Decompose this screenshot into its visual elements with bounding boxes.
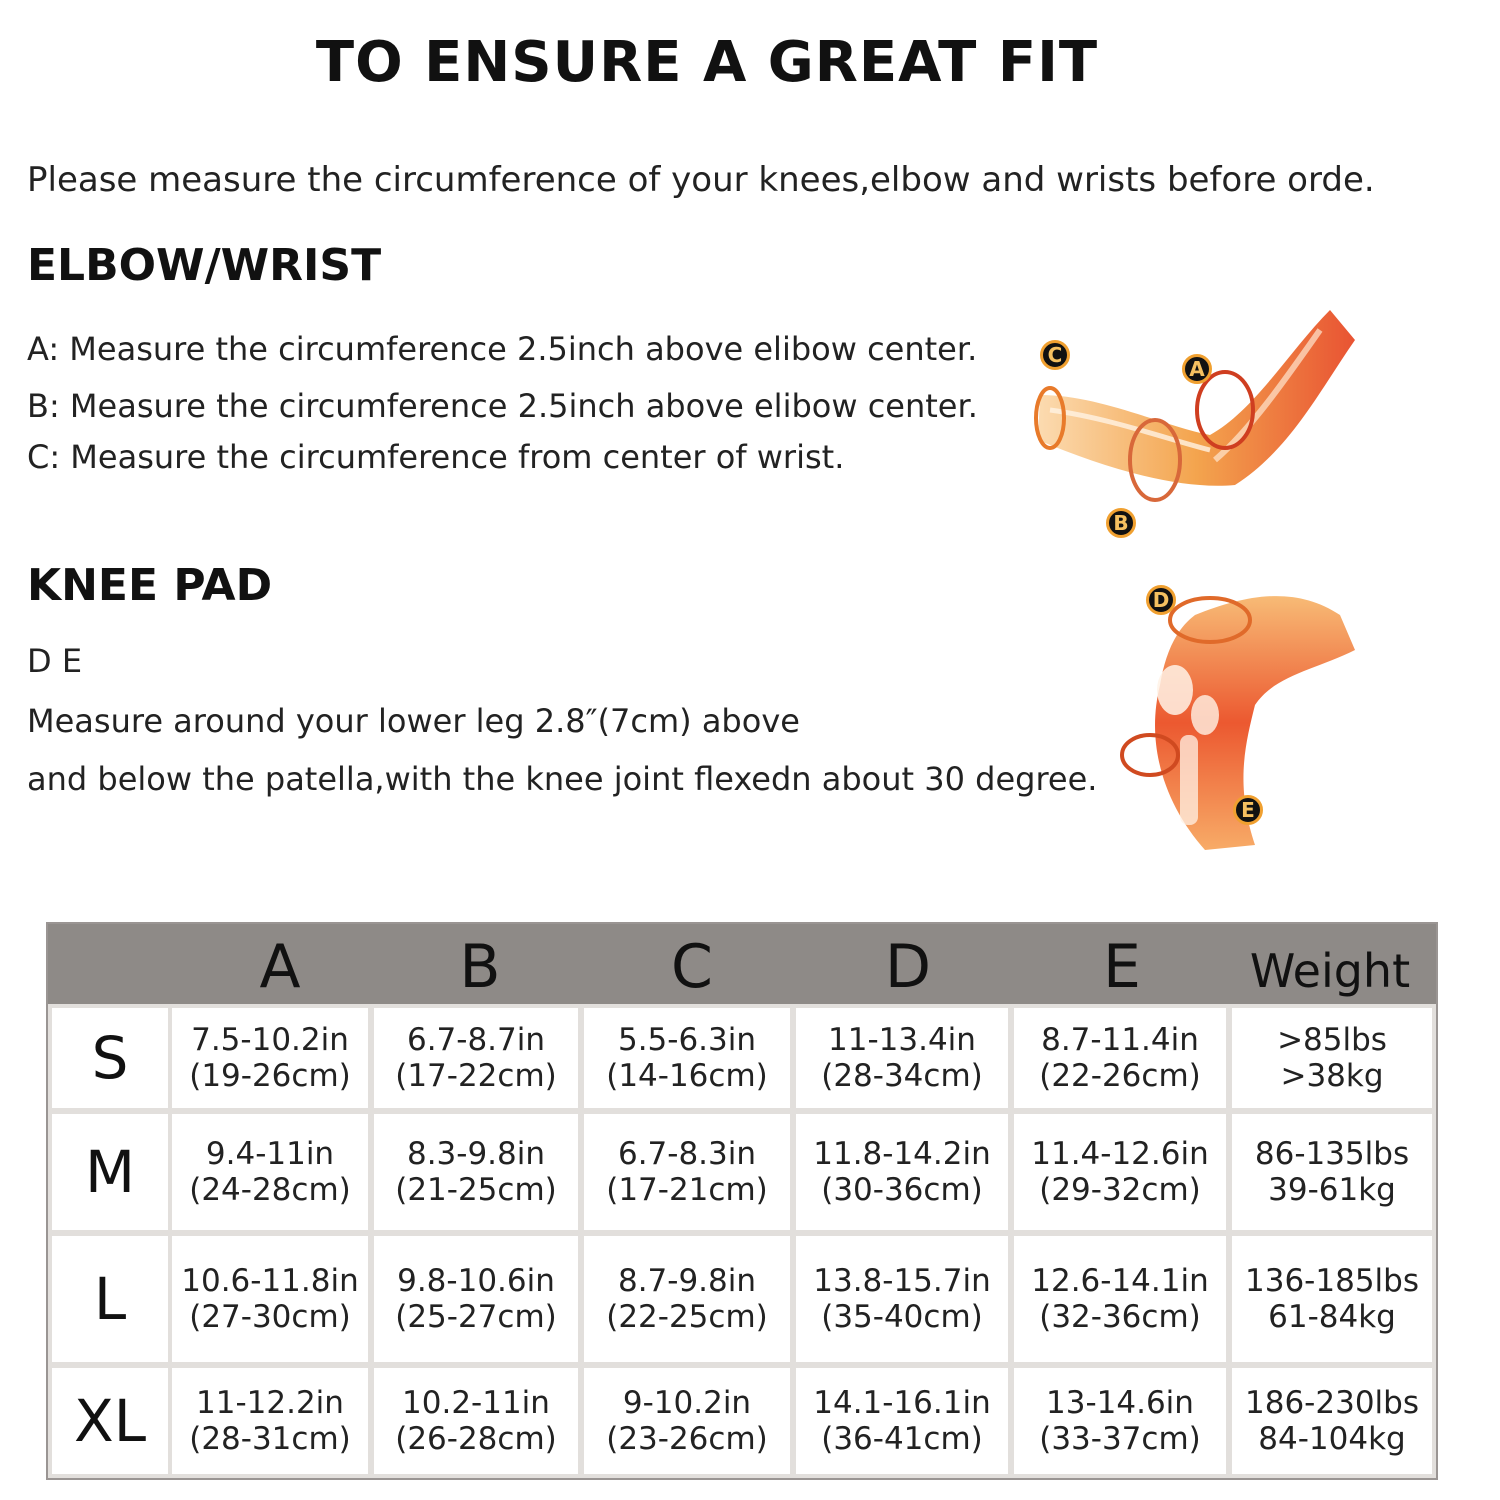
- cell-secondary-value: (27-30cm): [189, 1299, 351, 1335]
- elbow-line-a: A: Measure the circumference 2.5inch above elibow center.: [27, 330, 978, 368]
- cell-secondary-value: 61-84kg: [1268, 1299, 1396, 1335]
- column-header-weight: Weight: [1249, 944, 1411, 998]
- column-header-d: D: [884, 932, 932, 1002]
- table-cell: [374, 1008, 578, 1108]
- size-label-m: M: [52, 1114, 168, 1230]
- cell-secondary-value: (28-31cm): [189, 1421, 351, 1457]
- column-header-e: E: [1103, 932, 1141, 1002]
- cell-primary-value: >85lbs: [1277, 1022, 1387, 1058]
- table-cell: [374, 1368, 578, 1474]
- cell-secondary-value: (30-36cm): [821, 1172, 983, 1208]
- cell-secondary-value: (23-26cm): [606, 1421, 768, 1457]
- cell-primary-value: 8.7-9.8in: [617, 1263, 757, 1299]
- cell-primary-value: 186-230lbs: [1245, 1385, 1419, 1421]
- size-chart-table: [46, 922, 1438, 1480]
- table-cell: [172, 1008, 368, 1108]
- cell-secondary-value: (17-22cm): [395, 1058, 557, 1094]
- column-header-c: C: [671, 932, 713, 1002]
- cell-secondary-value: 84-104kg: [1258, 1421, 1406, 1457]
- table-cell: [1014, 1114, 1226, 1230]
- cell-primary-value: 6.7-8.3in: [617, 1136, 757, 1172]
- cell-secondary-value: (19-26cm): [189, 1058, 351, 1094]
- cell-primary-value: 9-10.2in: [622, 1385, 752, 1421]
- table-cell: [584, 1114, 790, 1230]
- table-cell: [374, 1114, 578, 1230]
- cell-secondary-value: (35-40cm): [821, 1299, 983, 1335]
- cell-secondary-value: (22-26cm): [1039, 1058, 1201, 1094]
- table-cell: [374, 1236, 578, 1362]
- cell-secondary-value: (32-36cm): [1039, 1299, 1201, 1335]
- cell-secondary-value: (33-37cm): [1039, 1421, 1201, 1457]
- table-cell: [1232, 1008, 1432, 1108]
- knee-line-2: and below the patella,with the knee joint flexedn about 30 degree.: [27, 760, 1098, 798]
- badge-a-icon: A: [1182, 354, 1212, 384]
- table-cell: [1014, 1236, 1226, 1362]
- cell-secondary-value: (17-21cm): [606, 1172, 768, 1208]
- column-header-b: B: [459, 932, 501, 1002]
- table-cell: [1232, 1114, 1432, 1230]
- table-cell: [796, 1114, 1008, 1230]
- table-cell: [172, 1114, 368, 1230]
- size-label-l: L: [52, 1236, 168, 1362]
- size-label-xl: XL: [52, 1368, 168, 1474]
- badge-e-icon: E: [1233, 795, 1263, 825]
- page-title: TO ENSURE A GREAT FIT: [315, 30, 1099, 95]
- cell-primary-value: 10.2-11in: [402, 1385, 550, 1421]
- intro-text: Please measure the circumference of your knees,elbow and wrists before orde.: [27, 160, 1375, 200]
- cell-primary-value: 136-185lbs: [1245, 1263, 1419, 1299]
- cell-primary-value: 8.7-11.4in: [1041, 1022, 1199, 1058]
- table-cell: [172, 1236, 368, 1362]
- cell-primary-value: 11.8-14.2in: [813, 1136, 991, 1172]
- elbow-wrist-heading: ELBOW/WRIST: [27, 240, 382, 291]
- table-cell: [584, 1008, 790, 1108]
- badge-d-icon: D: [1146, 585, 1176, 615]
- knee-pad-heading: KNEE PAD: [27, 560, 273, 611]
- table-cell: [584, 1368, 790, 1474]
- cell-primary-value: 12.6-14.1in: [1031, 1263, 1209, 1299]
- table-cell: [796, 1368, 1008, 1474]
- cell-primary-value: 11-13.4in: [828, 1022, 976, 1058]
- table-cell: [1232, 1236, 1432, 1362]
- cell-secondary-value: (21-25cm): [395, 1172, 557, 1208]
- elbow-line-c: C: Measure the circumference from center of wrist.: [27, 438, 845, 476]
- elbow-line-b: B: Measure the circumference 2.5inch above elibow center.: [27, 387, 978, 425]
- column-header-a: A: [259, 932, 301, 1002]
- cell-primary-value: 6.7-8.7in: [406, 1022, 546, 1058]
- cell-secondary-value: 39-61kg: [1268, 1172, 1396, 1208]
- cell-primary-value: 11.4-12.6in: [1031, 1136, 1209, 1172]
- table-cell: [172, 1368, 368, 1474]
- cell-primary-value: 9.8-10.6in: [397, 1263, 555, 1299]
- table-cell: [1014, 1368, 1226, 1474]
- cell-primary-value: 7.5-10.2in: [191, 1022, 349, 1058]
- badge-b-icon: B: [1106, 508, 1136, 538]
- elbow-illustration: [1020, 300, 1370, 550]
- cell-primary-value: 13.8-15.7in: [813, 1263, 991, 1299]
- table-cell: [1232, 1368, 1432, 1474]
- table-cell: [796, 1008, 1008, 1108]
- cell-secondary-value: (22-25cm): [606, 1299, 768, 1335]
- cell-primary-value: 10.6-11.8in: [181, 1263, 359, 1299]
- cell-secondary-value: >38kg: [1280, 1058, 1384, 1094]
- cell-secondary-value: (36-41cm): [821, 1421, 983, 1457]
- table-cell: [584, 1236, 790, 1362]
- size-label-s: S: [52, 1008, 168, 1108]
- knee-sub-label: D E: [27, 642, 83, 680]
- cell-secondary-value: (14-16cm): [606, 1058, 768, 1094]
- cell-primary-value: 8.3-9.8in: [406, 1136, 546, 1172]
- knee-line-1: Measure around your lower leg 2.8″(7cm) above: [27, 702, 800, 740]
- cell-primary-value: 5.5-6.3in: [617, 1022, 757, 1058]
- cell-primary-value: 11-12.2in: [196, 1385, 344, 1421]
- cell-primary-value: 86-135lbs: [1254, 1136, 1410, 1172]
- cell-secondary-value: (24-28cm): [189, 1172, 351, 1208]
- cell-secondary-value: (28-34cm): [821, 1058, 983, 1094]
- table-cell: [796, 1236, 1008, 1362]
- cell-primary-value: 9.4-11in: [205, 1136, 335, 1172]
- table-cell: [1014, 1008, 1226, 1108]
- cell-secondary-value: (26-28cm): [395, 1421, 557, 1457]
- cell-secondary-value: (29-32cm): [1039, 1172, 1201, 1208]
- cell-primary-value: 14.1-16.1in: [813, 1385, 991, 1421]
- badge-c-icon: C: [1040, 340, 1070, 370]
- cell-secondary-value: (25-27cm): [395, 1299, 557, 1335]
- cell-primary-value: 13-14.6in: [1046, 1385, 1194, 1421]
